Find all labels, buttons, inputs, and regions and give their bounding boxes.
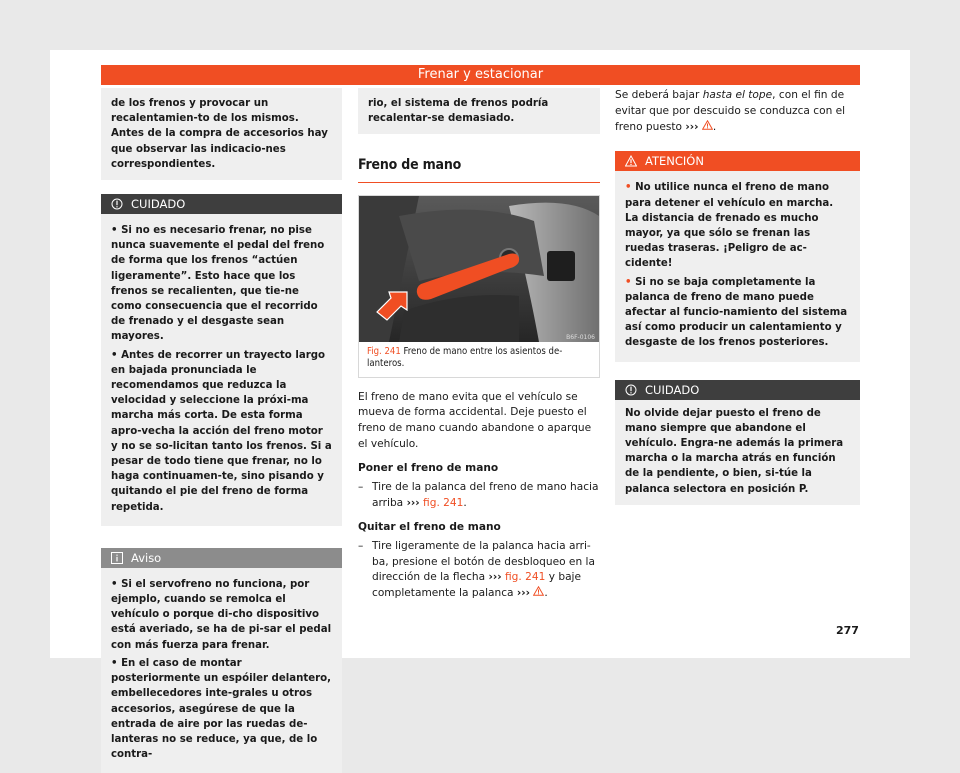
poner-step: – Tire de la palanca del freno de mano hacia arriba ››› fig. 241. bbox=[358, 481, 599, 509]
info-square-icon bbox=[111, 552, 123, 564]
column-1 bbox=[101, 88, 342, 773]
warning-icon[interactable] bbox=[533, 586, 544, 596]
poner-title: Poner el freno de mano bbox=[358, 461, 499, 474]
cuidado-box bbox=[615, 380, 860, 505]
list-item: • Si no es necesario frenar, no pise nunca suavemente el pedal del freno de forma que los frenos “actúen ligeramente”. Esto hace que los frenos se recalienten, que tie-ne como consecuencia que el recorrido de frenado y el desgaste sean mayores. bbox=[111, 225, 325, 343]
cuidado-title: CUIDADO bbox=[131, 197, 186, 212]
column-2 bbox=[358, 88, 600, 602]
section-title: Freno de mano bbox=[358, 158, 600, 182]
intro-paragraph: Se deberá bajar hasta el tope, con el fin de evitar que por descuido se conduzca con el freno puesto ››› . bbox=[615, 89, 846, 133]
info-circle-icon bbox=[625, 384, 637, 396]
continued-text-box: rio, el sistema de frenos podría recalentar-se demasiado. bbox=[358, 88, 600, 134]
aviso-box bbox=[101, 548, 342, 773]
cuidado-box bbox=[101, 194, 342, 526]
bullet: • bbox=[111, 578, 118, 590]
figure-241 bbox=[358, 195, 600, 378]
continued-text-box: de los frenos y provocar un recalentamien-to de los mismos. Antes de la compra de accesorios hay que observar las indicacio-nes correspondientes. bbox=[101, 88, 342, 180]
list-item: • Si el servofreno no funciona, por ejemplo, cuando se remolca el vehículo o porque di-cho dispositivo está averiado, se ha de pi-sar el pedal con más fuerza para frenar. bbox=[111, 578, 332, 651]
aviso-title: Aviso bbox=[131, 550, 162, 565]
cuidado-body bbox=[101, 214, 342, 526]
bullet: • bbox=[625, 182, 632, 194]
intro-paragraph: El freno de mano evita que el vehículo se mueva de forma accidental. Deje puesto el freno de mano cuando abandone o aparque el vehículo. bbox=[358, 390, 592, 450]
list-item: • No utilice nunca el freno de mano para detener el vehículo en marcha. La distancia de frenado es mucho mayor, ya que sólo se frenan las ruedas traseras. ¡Peligro de ac-cidente! bbox=[625, 182, 834, 270]
atencion-title: ATENCIÓN bbox=[645, 154, 704, 169]
page-header: Frenar y estacionar bbox=[101, 65, 860, 85]
figure-caption: Fig. 241 Freno de mano entre los asientos de-lanteros. bbox=[367, 345, 563, 370]
atencion-box bbox=[615, 151, 860, 361]
figure-label: Fig. 241 bbox=[367, 345, 401, 357]
quitar-step: – Tire ligeramente de la palanca hacia arri-ba, presione el botón de desbloqueo en la dirección de la flecha ››› fig. 241 y baje completamente la palanca ››› . bbox=[358, 539, 595, 600]
handbrake-photo bbox=[359, 196, 599, 342]
warning-triangle-icon bbox=[625, 155, 637, 167]
column-3 bbox=[615, 88, 860, 505]
list-item: • Antes de recorrer un trayecto largo en bajada pronunciada le recomendamos que reduzca la velocidad y seleccione la próxi-ma marcha más corta. De esta forma apro-vecha la acción del freno motor y no se so-licitan tanto los frenos. Si a pesar de todo tiene que frenar, no lo haga continuamen-te, sino pisando y quitando el pie del freno de forma repetida. bbox=[111, 349, 332, 513]
cuidado-title: CUIDADO bbox=[645, 382, 700, 397]
fig-link[interactable]: fig. 241 bbox=[423, 496, 464, 509]
cuidado-header bbox=[615, 380, 860, 400]
bullet: • bbox=[111, 225, 118, 237]
atencion-header bbox=[615, 151, 860, 171]
cuidado-header bbox=[101, 194, 342, 214]
fig-link[interactable]: fig. 241 bbox=[504, 571, 546, 584]
warning-icon[interactable] bbox=[702, 120, 713, 130]
aviso-body bbox=[101, 568, 342, 773]
list-item: • En el caso de montar posteriormente un espóiler delantero, embellecedores inte-grales u otros accesorios, asegúrese de que la entrada de aire por las ruedas de-lanteras no se reduce, ya que, de lo contra- bbox=[111, 657, 332, 761]
bullet: • bbox=[111, 657, 118, 669]
quitar-title: Quitar el freno de mano bbox=[358, 520, 501, 533]
page-number: 277 bbox=[836, 624, 859, 637]
cuidado-body: No olvide dejar puesto el freno de mano siempre que abandone el vehículo. Engra-ne además la primera marcha o la marcha atrás en función de la pendiente, o bien, si-túe la palanca selectora en posición P. bbox=[625, 407, 844, 495]
atencion-body bbox=[615, 171, 860, 361]
bullet: • bbox=[625, 276, 632, 288]
figure-code: B6F-0106 bbox=[566, 333, 595, 341]
bullet: • bbox=[111, 349, 118, 361]
list-item: • Si no se baja completamente la palanca de freno de mano puede afectar al funcio-namiento del sistema así como producir un calentamiento y desgaste de los frenos posteriores. bbox=[625, 276, 848, 349]
info-circle-icon bbox=[111, 198, 123, 210]
aviso-header bbox=[101, 548, 342, 568]
